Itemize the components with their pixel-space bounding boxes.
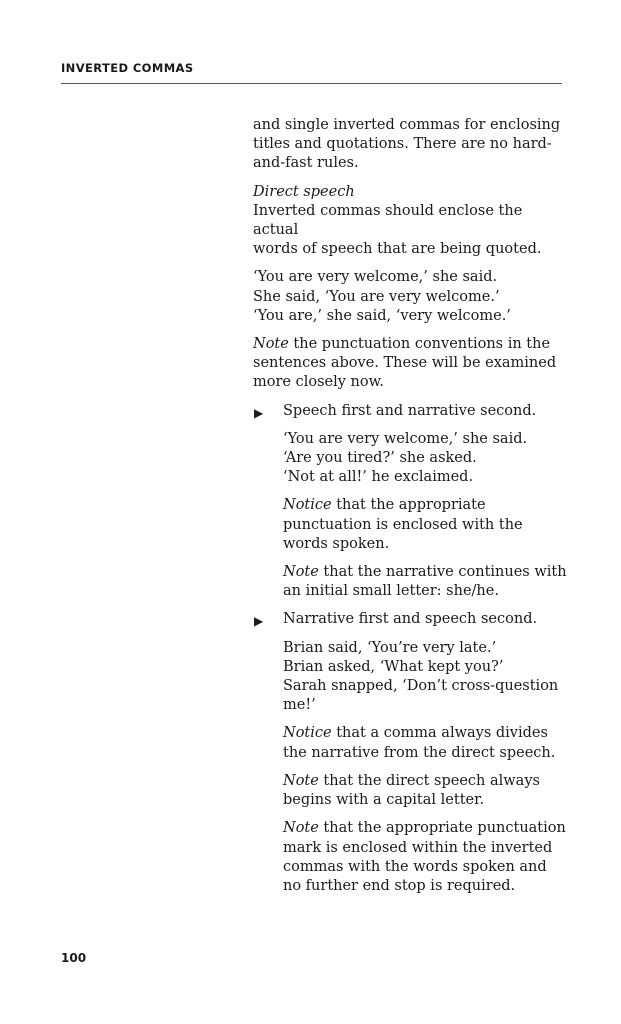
example-line: ‘You are very welcome,’ she said. xyxy=(253,269,498,286)
example-line: Sarah snapped, ‘Don’t cross-question xyxy=(283,678,559,695)
example-line: Brian asked, ‘What kept you?’ xyxy=(283,658,504,675)
intro-paragraph xyxy=(253,116,569,174)
text-line: words of speech that are being quoted. xyxy=(253,241,542,258)
text-line: and-fast rules. xyxy=(253,155,359,172)
text-line: no further end stop is required. xyxy=(283,877,516,894)
notice-paragraph xyxy=(253,724,569,762)
header-rule xyxy=(61,83,562,84)
example-block xyxy=(253,268,569,326)
note-label: Note xyxy=(283,564,319,581)
text-line: mark is enclosed within the inverted xyxy=(283,839,553,856)
example-block xyxy=(253,639,569,716)
text-line: that the appropriate xyxy=(331,497,486,514)
notice-label: Notice xyxy=(283,497,332,514)
direct-speech-section xyxy=(253,183,569,260)
text-line: and single inverted commas for enclosing xyxy=(253,117,561,133)
text-line: the narrative from the direct speech. xyxy=(283,744,556,761)
example-line: ‘You are,’ she said, ‘very welcome.’ xyxy=(253,307,511,324)
text-line: Inverted commas should enclose the actual xyxy=(253,202,523,239)
text-line: that the appropriate punctuation xyxy=(318,820,566,837)
bullet-item xyxy=(253,402,569,421)
text-line: titles and quotations. There are no hard- xyxy=(253,136,552,153)
example-line: Brian said, ‘You’re very late.’ xyxy=(283,639,497,656)
arrow-bullet-icon: ▶ xyxy=(254,614,264,629)
text-line: that the direct speech always xyxy=(318,772,540,789)
text-line: that the narrative continues with xyxy=(318,564,567,581)
text-line: the punctuation conventions in the xyxy=(288,336,551,353)
text-line: more closely now. xyxy=(253,374,384,391)
example-line: ‘Not at all!’ he exclaimed. xyxy=(283,469,474,486)
note-label: Note xyxy=(253,336,289,353)
note-label: Note xyxy=(283,820,319,837)
text-line: commas with the words spoken and xyxy=(283,858,547,875)
example-block xyxy=(253,430,569,488)
example-line: ‘Are you tired?’ she asked. xyxy=(283,450,477,467)
example-line: me!’ xyxy=(283,697,316,714)
section-heading: Direct speech xyxy=(253,183,355,200)
text-line: begins with a capital letter. xyxy=(283,792,485,809)
text-line: that a comma always divides xyxy=(331,725,548,742)
notice-paragraph xyxy=(253,496,569,554)
bullet-text: Speech first and narrative second. xyxy=(283,402,537,419)
example-line: She said, ‘You are very welcome.’ xyxy=(253,288,500,305)
text-line: words spoken. xyxy=(283,535,390,552)
note-paragraph xyxy=(253,335,569,393)
bullet-text: Narrative first and speech second. xyxy=(283,611,538,628)
bullet-item xyxy=(253,610,569,629)
text-line: an initial small letter: she/he. xyxy=(283,583,499,600)
notice-label: Notice xyxy=(283,725,332,742)
note-paragraph xyxy=(253,819,569,896)
text-line: sentences above. These will be examined xyxy=(253,355,557,372)
running-head: INVERTED COMMAS xyxy=(61,61,194,75)
example-line: ‘You are very welcome,’ she said. xyxy=(283,430,528,447)
note-paragraph xyxy=(253,772,569,810)
text-line: punctuation is enclosed with the xyxy=(283,516,523,533)
page-body xyxy=(253,116,569,905)
arrow-bullet-icon: ▶ xyxy=(254,405,264,420)
note-label: Note xyxy=(283,772,319,789)
note-paragraph xyxy=(253,563,569,601)
page-number: 100 xyxy=(61,951,87,965)
